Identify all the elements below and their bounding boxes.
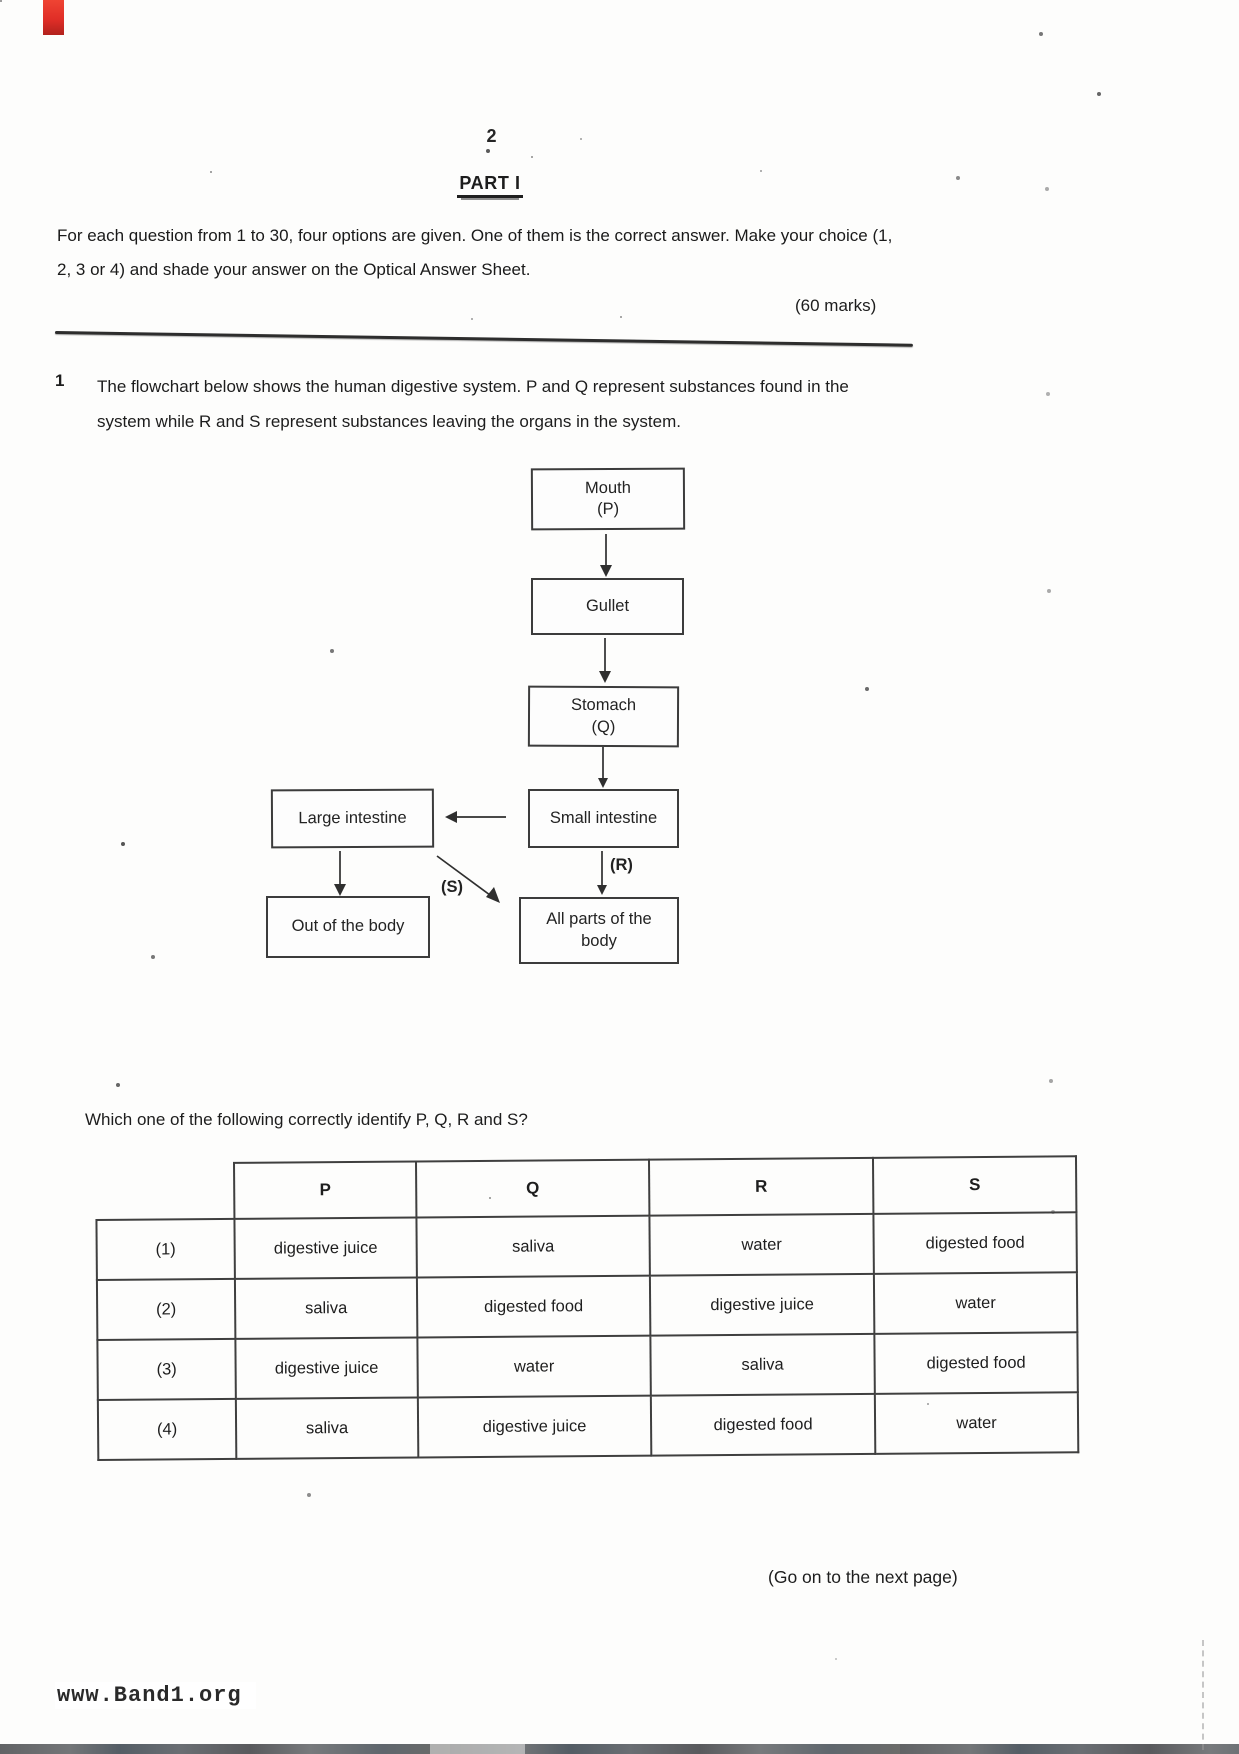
table-cell: digested food — [873, 1212, 1076, 1274]
table-header-blank — [96, 1163, 234, 1220]
table-row — [97, 1272, 1077, 1340]
question-number: 1 — [55, 371, 65, 390]
flowchart-node-all-parts-of-body: All parts of the body — [519, 897, 679, 964]
table-cell: saliva — [650, 1334, 874, 1396]
scan-bottom-edge — [0, 1744, 1239, 1754]
page-number: 2 — [486, 126, 498, 146]
flowchart-node-out-of-body: Out of the body — [266, 896, 430, 958]
instructions-text: For each question from 1 to 30, four options are given. One of them is the correct answer. Make your choice (1, 2, 3 or 4) and shade your answer on the Optical Answer Sheet. — [57, 226, 893, 279]
flowchart-node-small-intestine: Small intestine — [528, 789, 679, 848]
table-header-row — [96, 1156, 1076, 1220]
option-label: (2) — [97, 1279, 235, 1340]
table-cell: saliva — [236, 1397, 418, 1458]
table-header-s: S — [873, 1156, 1076, 1214]
scan-red-mark — [43, 0, 64, 35]
scan-noise-specks — [0, 0, 2, 2]
table-cell: water — [417, 1336, 650, 1398]
table-cell: saliva — [235, 1277, 417, 1338]
option-label: (3) — [97, 1339, 235, 1400]
horizontal-rule — [55, 331, 913, 347]
option-label: (1) — [96, 1219, 234, 1280]
flowchart-label-r: (R) — [610, 856, 633, 874]
flowchart-node-gullet: Gullet — [531, 578, 684, 635]
scan-edge-artifact — [1202, 1640, 1204, 1750]
table-cell: water — [649, 1214, 873, 1276]
question-text: The flowchart below shows the human digestive system. P and Q represent substances found in the system while R and S represent substances leaving the organs in the system. — [97, 377, 849, 431]
flowchart-label-s: (S) — [441, 878, 463, 896]
table-cell: digestive juice — [418, 1396, 651, 1458]
table-cell: digestive juice — [235, 1337, 417, 1398]
table-row — [96, 1212, 1076, 1280]
table-cell: water — [875, 1392, 1078, 1454]
flowchart-node-large-intestine: Large intestine — [271, 789, 434, 849]
part-title: PART I — [0, 173, 980, 194]
table-cell: digested food — [651, 1394, 875, 1456]
table-cell: saliva — [416, 1216, 649, 1278]
table-header-p: P — [234, 1161, 416, 1218]
table-header-r: R — [649, 1158, 873, 1216]
table-row — [98, 1392, 1078, 1460]
table-cell: water — [874, 1272, 1077, 1334]
marks-label: (60 marks) — [795, 296, 877, 315]
option-label: (4) — [98, 1399, 236, 1460]
question-prompt: Which one of the following correctly identify P, Q, R and S? — [85, 1110, 528, 1129]
next-page-note: (Go on to the next page) — [768, 1567, 958, 1587]
table-cell: digested food — [874, 1332, 1077, 1394]
flowchart-node-stomach: Stomach (Q) — [528, 686, 679, 748]
table-cell: digestive juice — [650, 1274, 874, 1336]
table-cell: digested food — [417, 1276, 650, 1338]
watermark-url: www.Band1.org — [55, 1682, 256, 1709]
flowchart-node-mouth: Mouth (P) — [531, 468, 685, 531]
options-table — [95, 1155, 1079, 1461]
table-cell: digestive juice — [234, 1217, 416, 1278]
table-header-q: Q — [416, 1160, 649, 1218]
table-row — [97, 1332, 1077, 1400]
